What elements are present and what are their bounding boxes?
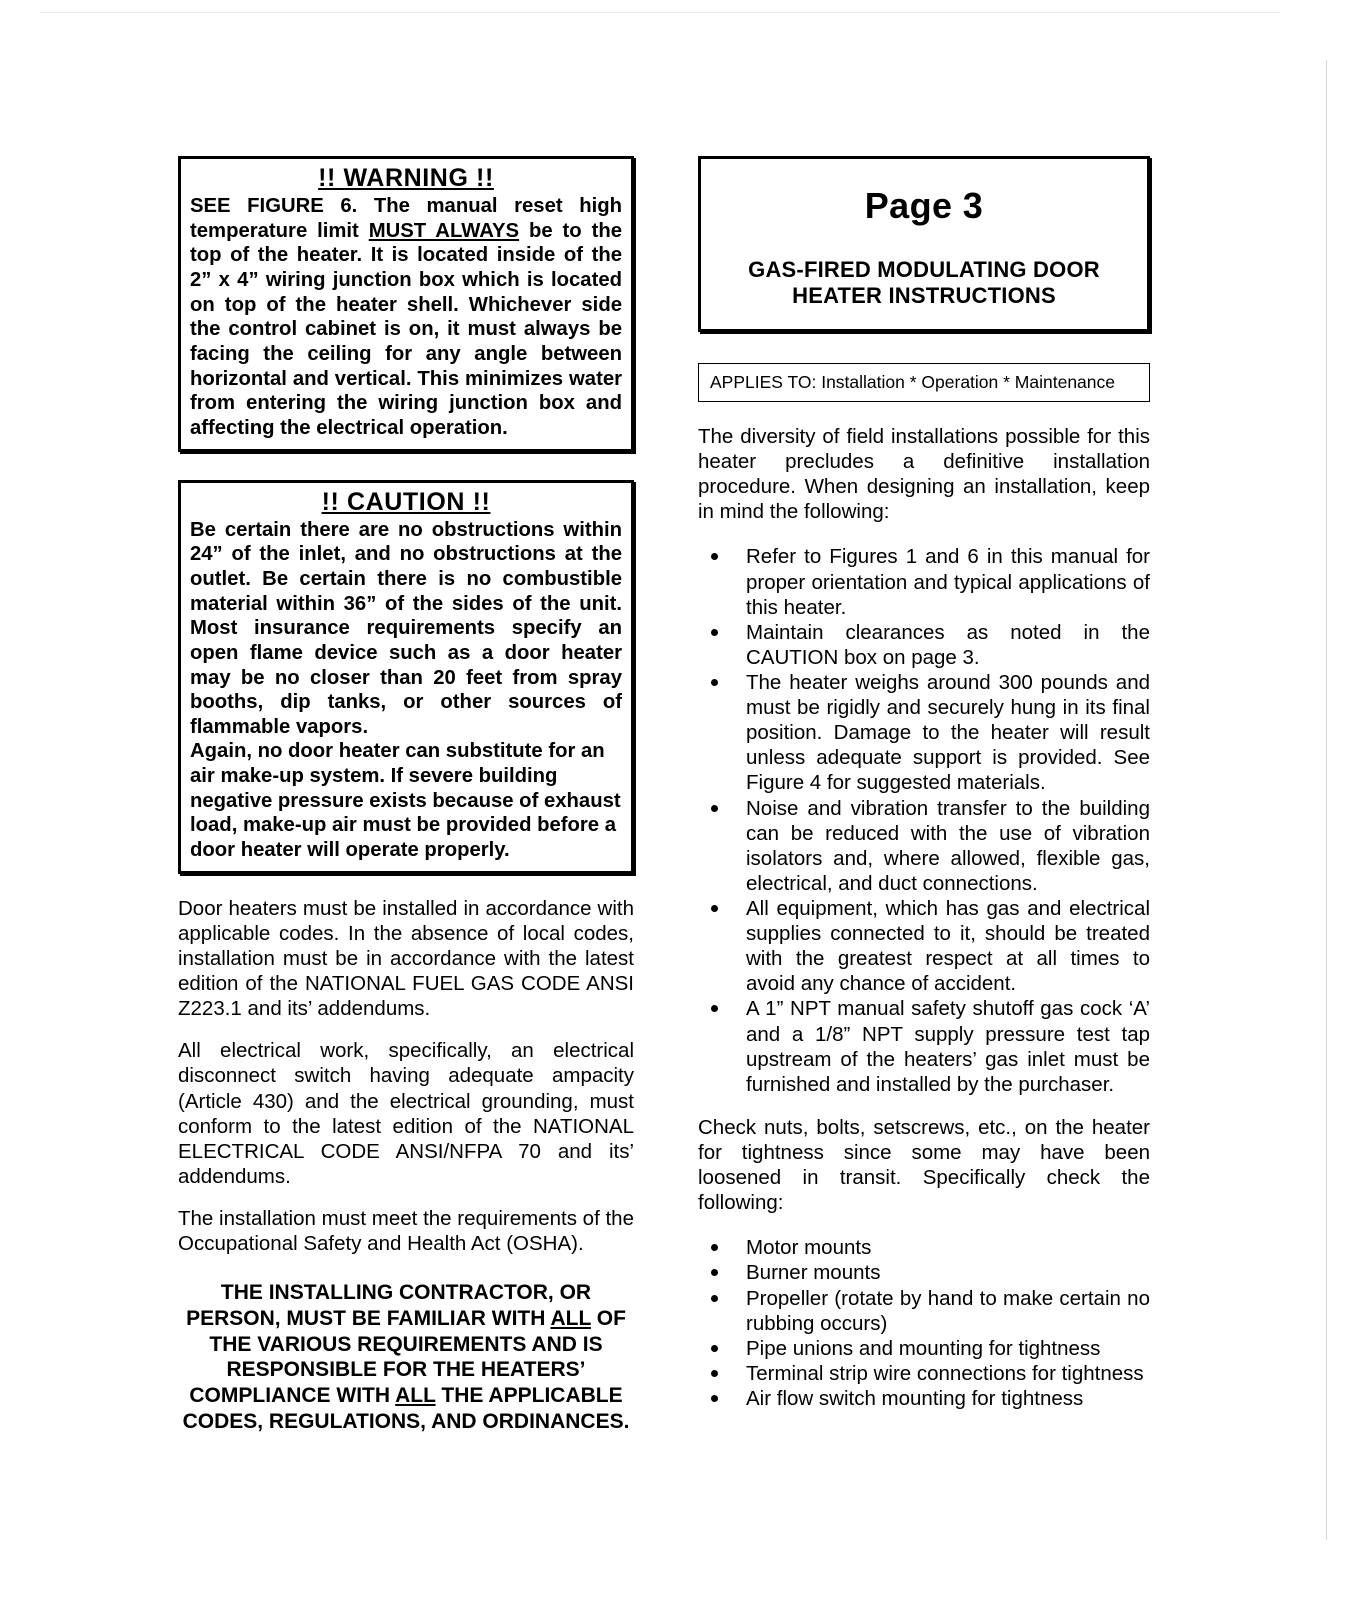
bullet-dot-icon (711, 1395, 718, 1402)
paragraph-codes: Door heaters must be installed in accordance with applicable codes. In the absence of local codes, installation must be in accordance with the latest edition of the NATIONAL FUEL GAS CODE ANSI Z223.1 and its’ addendums. (178, 896, 634, 1021)
list-item-text: Propeller (rotate by hand to make certain no rubbing occurs) (746, 1286, 1150, 1335)
emphasis-part-2: OF THE VARIOUS REQUIREMENTS AND IS RESPONSIBLE FOR THE HEATERS’ COMPLIANCE WITH (189, 1306, 626, 1408)
list-item-text: The heater weighs around 300 pounds and must be rigidly and securely hung in its final position. Damage to the heater will result unless adequate support is provided. See Figure 4 for suggested materials. (746, 671, 1150, 795)
bullet-dot-icon (711, 805, 718, 812)
list-item (698, 670, 1150, 796)
scan-edge-artifact-right (1326, 60, 1327, 1540)
list-item (698, 620, 1150, 670)
right-column-body-text (698, 424, 1150, 1411)
bullet-dot-icon (711, 1345, 718, 1352)
list-item-text: Pipe unions and mounting for tightness (746, 1336, 1101, 1360)
caution-heading-text: !! CAUTION !! (321, 487, 491, 516)
caution-paragraph-1: Be certain there are no obstructions within 24” of the inlet, and no obstructions at the outlet. Be certain there is no combustible material within 36” of the sides of the unit. Most insurance requirements specify an open flame device such as a door heater may be no closer than 20 feet from spray booths, dip tanks, or other sources of flammable vapors. (190, 518, 622, 738)
paragraph-check-tightness: Check nuts, bolts, setscrews, etc., on the heater for tightness since some may have been loosened in transit. Specifically check the following: (698, 1115, 1150, 1215)
list-item-text: Refer to Figures 1 and 6 in this manual for proper orientation and typical applications of this heater. (746, 545, 1150, 619)
section-spacer (698, 1097, 1150, 1115)
list-item (698, 1361, 1150, 1386)
design-considerations-list (698, 544, 1150, 1096)
paragraph-electrical: All electrical work, specifically, an electrical disconnect switch having adequate ampacity (Article 430) and the electrical grounding, must conform to the latest edition of the NATIONAL ELECTRICAL CODE ANSI/NFPA 70 and its’ addendums. (178, 1039, 634, 1188)
list-item-text: Terminal strip wire connections for tightness (746, 1361, 1144, 1385)
list-item (698, 996, 1150, 1096)
bullet-dot-icon (711, 1295, 718, 1302)
list-item-text: Maintain clearances as noted in the CAUTION box on page 3. (746, 620, 1150, 669)
emphasis-all-2: ALL (395, 1384, 436, 1408)
list-item (698, 544, 1150, 619)
warning-heading (190, 165, 622, 192)
list-item (698, 796, 1150, 896)
page-number: Page 3 (864, 185, 984, 226)
document-subtitle-line-2: HEATER INSTRUCTIONS (792, 282, 1056, 308)
caution-body (190, 518, 622, 863)
bullet-dot-icon (711, 905, 718, 912)
list-item (698, 1386, 1150, 1411)
warning-body (190, 194, 622, 441)
caution-notice-box (178, 480, 634, 874)
list-item-text: Motor mounts (746, 1236, 872, 1260)
caution-paragraph-2: Again, no door heater can substitute for an air make-up system. If severe building negative pressure exists because of exhaust load, make-up air must be provided before a door heater will operate properly. (190, 740, 621, 862)
list-item-text: A 1” NPT manual safety shutoff gas cock ‘A’ and a 1/8” NPT supply pressure test tap upstream of the heaters’ gas inlet must be furnished and installed by the purchaser. (746, 997, 1150, 1096)
list-item (698, 896, 1150, 996)
applies-to-text: APPLIES TO: Installation * Operation * Maintenance (710, 371, 1116, 392)
applies-to-box (698, 363, 1150, 402)
list-item-text: Burner mounts (746, 1261, 881, 1285)
list-item (698, 1260, 1150, 1285)
list-item-text: Noise and vibration transfer to the building can be reduced with the use of vibration isolators and, where allowed, flexible gas, electrical, and duct connections. (746, 796, 1150, 895)
bullet-dot-icon (711, 1005, 718, 1012)
warning-text-before: SEE FIGURE 6. The manual reset high temperature limit (190, 195, 622, 242)
warning-heading-text: !! WARNING !! (318, 164, 494, 192)
bullet-dot-icon (711, 1370, 718, 1377)
document-subtitle-line-1: GAS-FIRED MODULATING DOOR (748, 257, 1100, 282)
page-title-box (698, 156, 1150, 332)
list-item (698, 1336, 1150, 1361)
warning-emphasis: MUST ALWAYS (368, 219, 520, 242)
emphasis-all-1: ALL (550, 1306, 591, 1330)
bullet-dot-icon (711, 629, 718, 636)
warning-text-after: be to the top of the heater. It is located inside of the 2” x 4” wiring junction box which is located on top of the heater shell. Whichever side the control cabinet is on, it must always be facing the ceiling for any angle between horizontal and vertical. This minimizes water from entering the wiring junction box and affecting the electrical operation. (190, 219, 622, 439)
bullet-dot-icon (711, 1244, 718, 1251)
tightness-check-list (698, 1235, 1150, 1411)
caution-heading (190, 489, 622, 516)
right-column (698, 156, 1150, 1411)
list-item-text: Air flow switch mounting for tightness (746, 1386, 1084, 1410)
document-subtitle (711, 257, 1137, 309)
paragraph-osha: The installation must meet the requirements of the Occupational Safety and Health Act (OSHA). (178, 1206, 634, 1256)
emphasis-part-3: THE APPLICABLE CODES, REGULATIONS, AND ORDINANCES. (182, 1384, 630, 1433)
bullet-dot-icon (711, 553, 718, 560)
bullet-dot-icon (711, 679, 718, 686)
list-item (698, 1286, 1150, 1336)
paragraph-intro: The diversity of field installations possible for this heater precludes a definitive installation procedure. When designing an installation, keep in mind the following: (698, 425, 1150, 524)
warning-notice-box (178, 156, 634, 452)
left-column (178, 156, 634, 1434)
bullet-dot-icon (711, 1269, 718, 1276)
warning-body-paragraph (190, 194, 622, 441)
installing-contractor-emphasis-block (178, 1280, 634, 1434)
emphasis-part-1: THE INSTALLING CONTRACTOR, OR PERSON, MUST BE FAMILIAR WITH (186, 1281, 592, 1330)
list-item (698, 1235, 1150, 1260)
left-column-body-text (178, 896, 634, 1435)
list-item-text: All equipment, which has gas and electrical supplies connected to it, should be treated with the greatest respect at all times to avoid any chance of accident. (746, 897, 1150, 996)
scan-edge-artifact-top (40, 12, 1280, 13)
